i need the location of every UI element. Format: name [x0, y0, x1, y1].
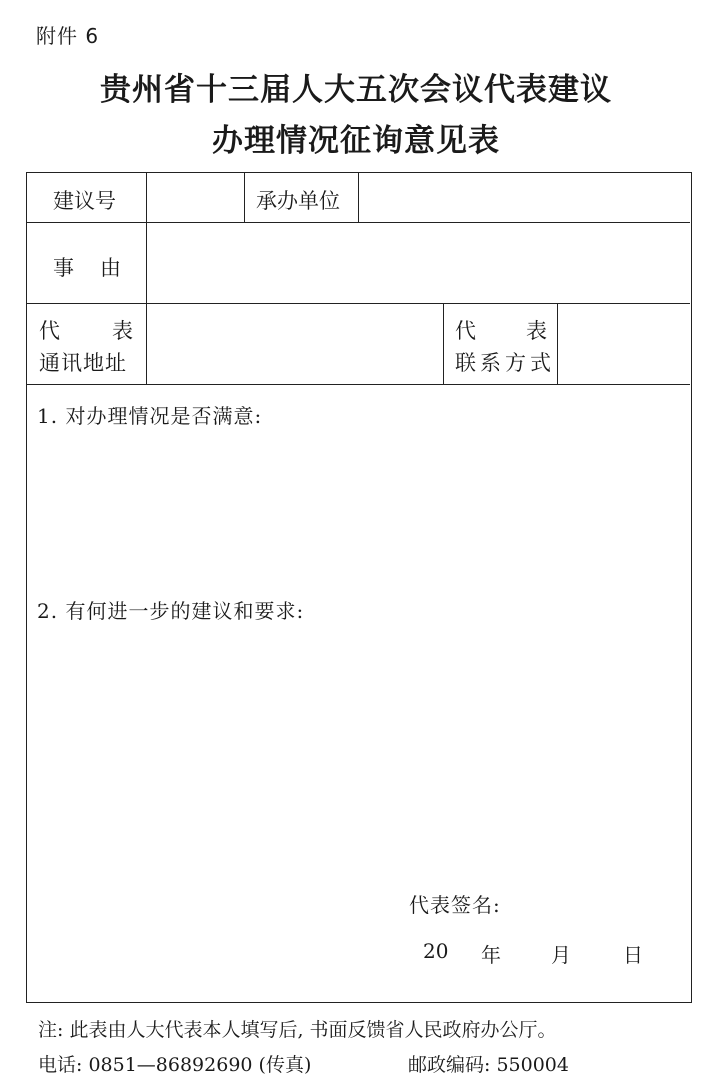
date-day-label: 日 [623, 943, 643, 967]
address-label-line-2: 通讯地址 [39, 351, 127, 375]
date-month-label: 月 [551, 943, 571, 967]
signature-field[interactable] [517, 887, 677, 915]
col-divider-row1-a [244, 173, 245, 222]
contact-label-char-1: 代 [455, 319, 476, 343]
col-divider-row1-b [358, 173, 359, 222]
col-divider-row3-b [557, 303, 558, 384]
col-divider-label [146, 173, 147, 384]
address-label-char-2: 表 [112, 319, 133, 343]
address-label-char-1: 代 [39, 319, 60, 343]
feedback-form-table [26, 172, 692, 1003]
footer-note: 注: 此表由人大代表本人填写后, 书面反馈省人民政府办公厅。 [38, 1019, 557, 1041]
row-divider-1 [27, 222, 690, 223]
question-further-suggestions: 2. 有何进一步的建议和要求: [37, 599, 305, 623]
row-divider-2 [27, 303, 690, 304]
col-divider-row3-a [443, 303, 444, 384]
address-label-line-1 [39, 315, 133, 345]
address-field[interactable] [153, 313, 437, 375]
signature-label: 代表签名: [409, 893, 501, 917]
contact-label-line-2: 联系方式 [455, 351, 555, 375]
page-title-line-2: 办理情况征询意见表 [212, 123, 500, 159]
subject-field[interactable] [153, 233, 683, 293]
proposal-number-label: 建议号 [53, 189, 116, 213]
page-title-line-1: 贵州省十三届人大五次会议代表建议 [100, 72, 612, 108]
subject-label-char-2: 由 [100, 256, 121, 280]
contact-field[interactable] [565, 313, 685, 375]
contact-label-line-1 [455, 315, 547, 345]
attachment-label: 附件 6 [36, 24, 100, 48]
proposal-number-field[interactable] [153, 185, 239, 211]
contact-label-char-2: 表 [526, 319, 547, 343]
footer-phone: 电话: 0851—86892690 (传真) [38, 1054, 312, 1076]
footer-postal-code: 邮政编码: 550004 [408, 1054, 569, 1076]
handling-unit-label: 承办单位 [256, 189, 340, 213]
handling-unit-field[interactable] [367, 185, 685, 211]
row-divider-3 [27, 384, 690, 385]
subject-label-char-1: 事 [53, 256, 74, 280]
date-year-prefix: 20 [423, 939, 449, 963]
question-satisfaction: 1. 对办理情况是否满意: [37, 404, 263, 428]
subject-label [53, 252, 121, 282]
date-year-label: 年 [481, 943, 501, 967]
